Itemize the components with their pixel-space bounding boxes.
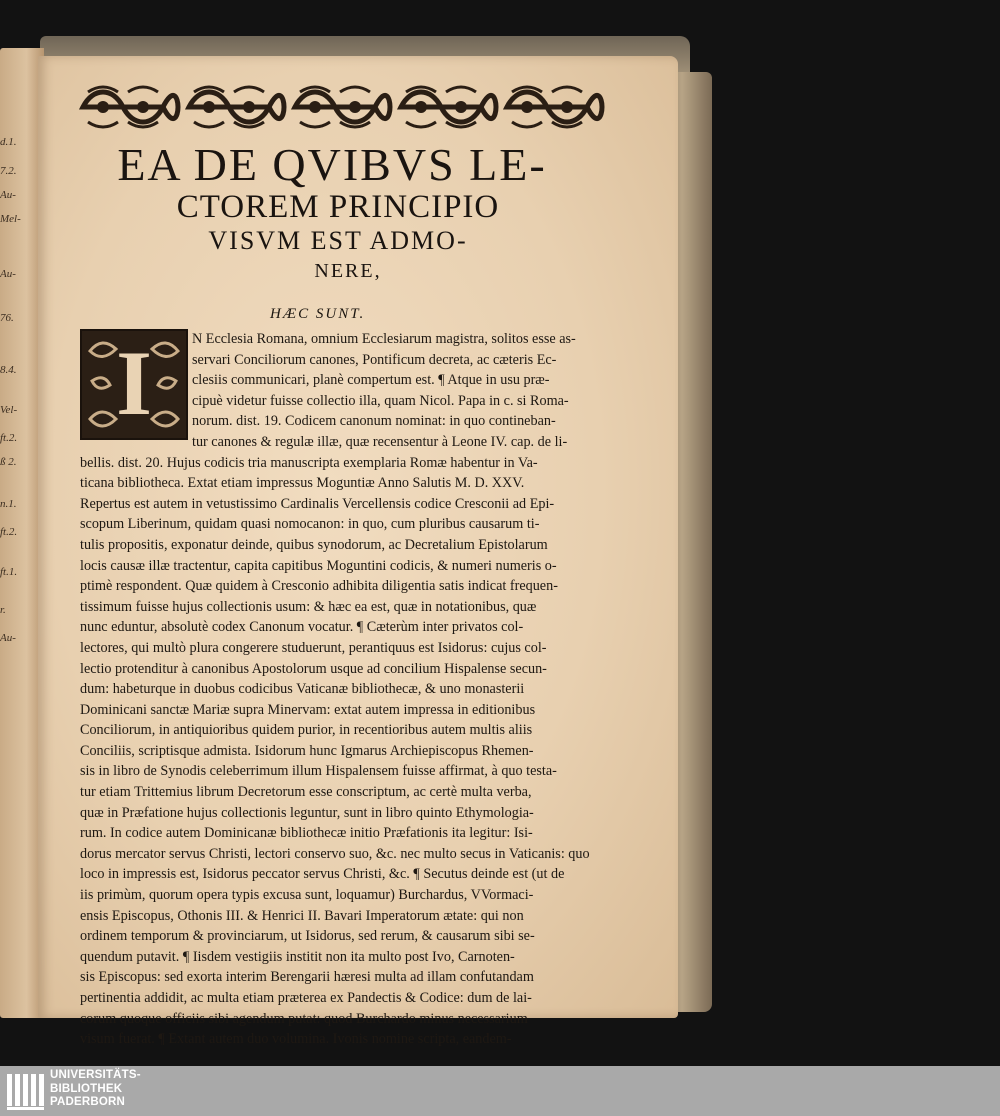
- text-line: ordinem temporum & provinciarum, ut Isidorus, sed rerum, & causarum sibi se-: [80, 928, 535, 945]
- text-line: tulis propositis, exponatur deinde, quibus synodorum, ac Decretalium Epistolarum: [80, 536, 548, 553]
- margin-reference: Au-: [0, 268, 16, 280]
- margin-reference: Vel-: [0, 404, 18, 416]
- text-line: lectores, qui multò plura congerere studuerunt, perantiquus est Isidorus: cujus col-: [80, 639, 547, 656]
- page-title-line: CTOREM PRINCIPIO: [176, 189, 500, 225]
- text-line: visum fuerat. ¶ Extant autem duo volumina. Ivonis nomine scripta, eandem-: [80, 1031, 512, 1048]
- page-title-line: VISVM EST ADMO-: [208, 226, 468, 255]
- text-line: norum. dist. 19. Codicem canonum nominat: in quo contineban-: [192, 413, 556, 430]
- text-line: ensis Episcopus, Othonis III. & Henrici II. Bavari Imperatorum ætate: qui non: [80, 907, 524, 924]
- margin-reference: r.: [0, 604, 6, 616]
- margin-reference: ft.2.: [0, 432, 18, 444]
- decorative-ornament-band: [78, 82, 608, 132]
- text-line: Conciliorum, in antiquioribus quidem purior, in recentioribus autem multis aliis: [80, 722, 533, 739]
- section-subheading: HÆC SUNT.: [270, 306, 366, 322]
- text-line: corum quoque officiis sibi agendum putat: quod Burchardo minus necessarium: [80, 1010, 528, 1027]
- text-line: loco in impressis est, Isidorus peccator servus Christi, &c. ¶ Secutus deinde est (ut de: [80, 866, 565, 883]
- text-line: Conciliis, scriptisque admista. Isidorum hunc Igmarus Archiepiscopus Rhemen-: [80, 742, 534, 759]
- text-line: Repertus est autem in vetustissimo Cardinalis Vercellensis codice Cresconii ad Epi-: [80, 495, 555, 512]
- text-line: nunc eduntur, absolutè codex Canonum vocatur. ¶ Cæterùm inter privatos col-: [80, 619, 524, 636]
- margin-reference: n.1.: [0, 498, 17, 510]
- margin-reference: Mel-: [0, 213, 21, 225]
- text-line: clesiis communicari, planè compertum est. ¶ Atque in usu præ-: [192, 372, 550, 389]
- margin-reference: ft.2.: [0, 526, 18, 538]
- text-line: dorus mercator servus Christi, lectori conservo suo, &c. nec multo secus in Vaticanis: quo: [80, 845, 590, 862]
- margin-reference: 8.4.: [0, 364, 17, 376]
- text-line: tissimum fuisse hujus collectionis usum: & hæc ea est, quæ in notationibus, quæ: [80, 598, 537, 615]
- text-line: tur canones & regulæ illæ, quæ recensentur à Leone IV. cap. de li-: [192, 433, 568, 450]
- book-page: [38, 56, 678, 1048]
- margin-reference: ß 2.: [0, 456, 17, 468]
- margin-reference: 76.: [0, 312, 14, 324]
- text-line: bellis. dist. 20. Hujus codicis tria manuscripta exemplaria Romæ habentur in Va-: [80, 454, 538, 471]
- library-name-line: UNIVERSITÄTS-: [50, 1069, 141, 1081]
- page-title-line: EA DE QVIBVS LE-: [117, 139, 547, 190]
- text-line: iis primùm, quorum opera typis excusa sunt, loquamur) Burchardus, VVormaci-: [80, 887, 534, 904]
- text-line: pertinentia addidit, ac multa etiam præterea ex Pandectis & Codice: dum de lai-: [80, 990, 532, 1006]
- library-footer-bar: [0, 1066, 1000, 1116]
- text-line: quæ in Præfatione hujus collectionis leguntur, sunt in libro quinto Ethymologia-: [80, 804, 534, 821]
- library-name-line: BIBLIOTHEK: [50, 1082, 123, 1095]
- text-line: ptimè respondent. Quæ quidem à Cresconio adhibita diligentia satis indicat frequen-: [80, 578, 558, 595]
- text-line: servari Conciliorum canones, Pontificum decreta, ac cæteris Ec-: [192, 351, 557, 368]
- text-line: quendum putavit. ¶ Iisdem vestigiis institit non ita multo post Ivo, Carnoten-: [80, 948, 515, 965]
- text-line: tur etiam Trittemius librum Decretorum esse conscriptum, ac certè multa verba,: [80, 784, 532, 801]
- margin-reference: ft.1.: [0, 566, 18, 578]
- text-line: locis causæ illæ tractentur, capita capitibus Moguntini codicis, & numeri numeris o-: [80, 557, 557, 574]
- margin-reference: 7.2.: [0, 165, 17, 177]
- library-name-line: PADERBORN: [50, 1096, 126, 1108]
- text-line: rum. In codice autem Dominicanæ bibliothecæ initio Præfationis ita legitur: Isi-: [80, 825, 533, 842]
- text-line: dum: habeturque in duobus codicibus Vaticanæ bibliothecæ, & uno monasterii: [80, 681, 525, 698]
- text-line: N Ecclesia Romana, omnium Ecclesiarum magistra, solitos esse as-: [192, 331, 576, 347]
- drop-cap-letter: I: [116, 332, 152, 434]
- margin-reference: Au-: [0, 189, 16, 201]
- text-line: sis in libro de Synodis celeberrimum illum Hispalensem fuisse affirmat, à quo testa-: [80, 763, 557, 780]
- text-line: ticana bibliotheca. Extat etiam impressus Moguntiæ Anno Salutis M. D. XXV.: [80, 475, 525, 492]
- margin-reference: d.1.: [0, 136, 17, 148]
- body-text: [80, 329, 620, 1050]
- text-line: cipuè videtur fuisse collectio illa, quam Nicol. Papa in c. si Roma-: [192, 392, 569, 409]
- library-name: [50, 1069, 141, 1110]
- text-line: sis Episcopus: sed exorta interim Berengarii hæresi multa ad illam confutandam: [80, 969, 534, 986]
- text-line: scopum Liberinum, quidam quasi nomocanon: in quo, cum pluribus causarum ti-: [80, 516, 540, 533]
- text-line: lectio protenditur à canonibus Apostolorum usque ad concilium Hispalense secun-: [80, 660, 547, 677]
- text-line: Dominicani sanctæ Mariæ supra Minervam: extat autem impressa in editionibus: [80, 701, 536, 718]
- page-title-line: NERE,: [314, 260, 382, 282]
- university-library-logo-icon: [6, 1070, 46, 1112]
- margin-reference: Au-: [0, 632, 16, 644]
